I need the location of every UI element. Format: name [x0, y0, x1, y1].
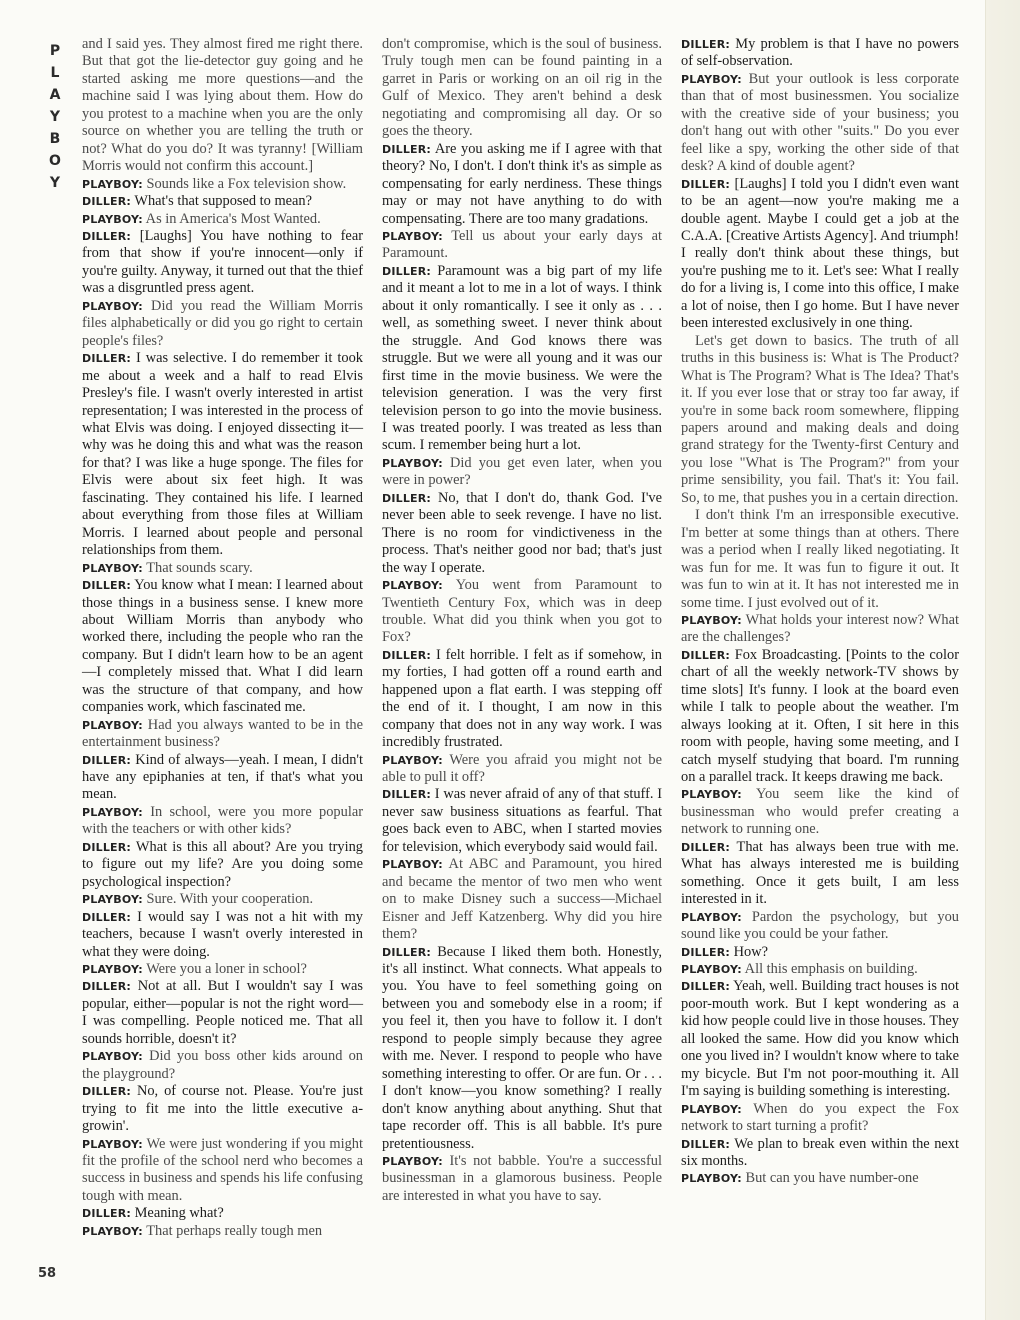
interview-paragraph [681, 1136, 959, 1171]
paragraph-text: Did you boss other kids around on the playground? [82, 1048, 363, 1082]
speaker-label: DILLER: [82, 753, 132, 767]
speaker-label: PLAYBOY: [82, 561, 143, 575]
interview-paragraph [681, 333, 959, 508]
interview-paragraph [82, 804, 363, 839]
speaker-label: DILLER: [82, 579, 132, 593]
interview-paragraph [681, 839, 959, 909]
speaker-label: DILLER: [382, 142, 432, 156]
paragraph-text: In school, were you more popular with the teachers or with other kids? [82, 803, 363, 838]
paragraph-text: Did you get even later, when you were in power? [382, 454, 662, 489]
paragraph-text: I would say I was not a hit with my teachers, because I wasn't overly interested in what they were doing. [82, 908, 363, 960]
interview-paragraph [382, 228, 662, 263]
interview-paragraph [82, 1223, 363, 1240]
running-title-letter: O [49, 153, 61, 169]
paragraph-text: You went from Paramount to Twentieth Century Fox, which was in deep trouble. What did you think when you got to Fox? [382, 577, 662, 646]
interview-paragraph [82, 717, 363, 752]
interview-paragraph [82, 891, 363, 908]
paragraph-text: What is this all about? Are you trying to figure out my life? Are you doing some psychological inspection? [82, 838, 363, 890]
interview-paragraph [382, 141, 662, 228]
text-column-3 [681, 36, 959, 1188]
speaker-label: DILLER: [82, 352, 132, 366]
interview-paragraph [382, 577, 662, 647]
speaker-label: DILLER: [382, 491, 432, 505]
interview-paragraph [382, 455, 662, 490]
paragraph-text: We were just wondering if you might fit the profile of the school nerd who becomes a success in business and spends his life confusing tough with mean. [82, 1135, 363, 1204]
interview-paragraph [382, 36, 662, 141]
paragraph-text: I was never afraid of any of that stuff. I never saw business situations as fearful. That goes back even to ABC, when I started movies for television, which everybody said would fail. [382, 786, 662, 855]
running-title-letter: P [49, 43, 61, 59]
paragraph-text: At ABC and Paramount, you hired and became the mentor of two men who went on to make Disney such a success—Michael Eisner and Jeff Katzenberg. Why did you hire them? [382, 856, 662, 943]
interview-paragraph [82, 1083, 363, 1135]
speaker-label: PLAYBOY: [82, 893, 143, 907]
paragraph-text: Sure. With your cooperation. [146, 891, 314, 908]
speaker-label: PLAYBOY: [681, 963, 742, 977]
interview-paragraph [681, 1101, 959, 1136]
paragraph-text: Because I liked them both. Honestly, it's all instinct. What connects. What appeals to you. You have to feel something going on between you and somebody else in a room; if you feel it, then you have to follow it. I don't respond to people simply because they agree with me. Never. I respond to people who have something interesting to offer. Or are fun. Or . . . I don't know—you know something? I really don't know anything about anything. Shut that tape recorder off. This is all babble. It's pure pretentiousness. [382, 943, 662, 1152]
speaker-label: DILLER: [382, 788, 432, 802]
paragraph-text: Pardon the psychology, but you sound like you could be your father. [681, 908, 959, 943]
speaker-label: PLAYBOY: [681, 1172, 742, 1186]
interview-paragraph [382, 856, 662, 943]
speaker-label: DILLER: [82, 910, 132, 924]
speaker-label: PLAYBOY: [681, 788, 742, 802]
speaker-label: DILLER: [681, 980, 731, 994]
interview-paragraph [382, 1153, 662, 1205]
text-column-2 [382, 36, 662, 1205]
speaker-label: PLAYBOY: [382, 229, 443, 243]
running-title-letter: A [49, 87, 61, 103]
running-title [44, 40, 66, 194]
paragraph-text: [Laughs] You have nothing to fear from that show if you're innocent—only if you're guilty. Anyway, it turned out that the thief was a disgruntled press agent. [82, 227, 363, 297]
paragraph-text: Did you read the William Morris files alphabetically or did you go right to certain people's files? [82, 297, 363, 349]
paragraph-text: That has always been true with me. What has always interested me is building something. Once it gets built, I am less interested in it. [681, 838, 959, 908]
paragraph-text: What's that supposed to mean? [134, 193, 313, 210]
interview-paragraph [82, 1136, 363, 1206]
interview-paragraph [82, 577, 363, 717]
text-column-1 [82, 36, 363, 1240]
speaker-label: DILLER: [681, 840, 731, 854]
paragraph-text: As in America's Most Wanted. [145, 210, 321, 227]
interview-paragraph [82, 978, 363, 1048]
speaker-label: PLAYBOY: [382, 1155, 443, 1168]
interview-paragraph [382, 786, 662, 856]
interview-paragraph [382, 263, 662, 455]
paragraph-text: No, that I don't do, thank God. I've never been able to seek revenge. I have no list. There is no room for vindictiveness in the process. That's neither good nor bad; that's just the way I operate. [382, 489, 662, 576]
speaker-label: DILLER: [681, 177, 731, 191]
interview-paragraph [681, 909, 959, 944]
interview-paragraph [382, 647, 662, 752]
interview-paragraph [82, 298, 363, 350]
page-edge-fold [985, 0, 1020, 1320]
interview-paragraph [681, 786, 959, 838]
speaker-label: DILLER: [382, 648, 432, 662]
paragraph-text: It's not babble. You're a successful businessman in a glamorous business. People are interested in what you have to say. [382, 1153, 662, 1204]
interview-paragraph [82, 909, 363, 961]
interview-paragraph [82, 752, 363, 804]
paragraph-text: Are you asking me if I agree with that theory? No, I don't. I don't think it's as simple as compensating for early nerdiness. These things may or may not have anything to do with compensating. There are too many gradations. [382, 140, 662, 227]
interview-paragraph [82, 211, 363, 228]
interview-paragraph [681, 978, 959, 1100]
interview-paragraph [681, 647, 959, 787]
paragraph-text: No, of course not. Please. You're just trying to fit me into the little executive a-growin'. [82, 1083, 363, 1135]
speaker-label: PLAYBOY: [82, 299, 143, 313]
speaker-label: DILLER: [681, 945, 731, 959]
paragraph-text: Paramount was a big part of my life and it meant a lot to me in a lot of ways. I think about it only romantically. I see it only as . . . well, as something sweet. I never think about the struggle. And God knows there was struggle. But we were all young and it was our first time in the movie business. We were the television generation. I was the very first television person to go into the movie business. I was treated poorly. I was treated as less than scum. I remember being hurt a lot. [382, 262, 662, 454]
speaker-label: PLAYBOY: [681, 72, 742, 86]
speaker-label: PLAYBOY: [82, 212, 143, 226]
speaker-label: DILLER: [82, 1085, 132, 1099]
speaker-label: PLAYBOY: [681, 910, 742, 924]
paragraph-text: Tell us about your early days at Paramount. [382, 227, 662, 262]
paragraph-text: Fox Broadcasting. [Points to the color chart of all the weekly network-TV shows by time slots] It's funny. I look at the board even while I talk to people about the weather. I'm always looking at it. Often, I sit here in this room with people, having some meeting, and I catch myself studying that board. I'm running on a parallel track. It keeps drawing me back. [681, 646, 959, 786]
paragraph-text: When do you expect the Fox network to start turning a profit? [681, 1100, 959, 1135]
speaker-label: PLAYBOY: [681, 1102, 742, 1116]
speaker-label: DILLER: [382, 264, 432, 278]
interview-paragraph [382, 490, 662, 577]
running-title-letter: L [50, 65, 60, 81]
speaker-label: DILLER: [82, 1207, 132, 1221]
speaker-label: PLAYBOY: [82, 177, 143, 191]
running-title-letter: Y [49, 175, 61, 191]
paragraph-text: [Laughs] I told you I didn't even want to be an agent—now you're making me a double agent. Maybe I could get a job at the C.A.A. [Creative Artists Agency]. And triumph! I really don't think about these things, but you're pushing me to it. Let's see: What I really do for a living is, I come into this office, I make a lot of noise, then I go home. But I have never been interested exclusively in one thing. [681, 175, 959, 332]
paragraph-text: Had you always wanted to be in the entertainment business? [82, 716, 363, 751]
paragraph-text: But can you have number-one [745, 1170, 919, 1187]
running-title-letter: Y [49, 109, 61, 125]
interview-paragraph [82, 193, 363, 210]
speaker-label: DILLER: [681, 38, 731, 51]
paragraph-text: don't compromise, which is the soul of business. Truly tough men can be found painting in a garret in Paris or working on an oil rig in the Gulf of Mexico. They aren't behind a desk negotiating and compromising all day. Or so goes the theory. [382, 36, 662, 140]
interview-paragraph [681, 944, 959, 961]
interview-paragraph [82, 228, 363, 298]
interview-paragraph [82, 36, 363, 176]
speaker-label: DILLER: [82, 840, 132, 854]
paragraph-text: All this emphasis on building. [744, 961, 918, 978]
speaker-label: DILLER: [82, 229, 132, 243]
speaker-label: PLAYBOY: [382, 858, 443, 872]
interview-paragraph [681, 1170, 959, 1187]
paragraph-text: Were you a loner in school? [146, 961, 307, 978]
paragraph-text: My problem is that I have no powers of self-observation. [681, 36, 959, 70]
paragraph-text: Yeah, well. Building tract houses is not poor-mouth work. But I kept wondering as a kid how people could live in those houses. They all looked the same. How did you know which one you lived in? I wouldn't know where to take my bicycle. But I'm not poor-mouthing it. All I'm saying is building something is interesting. [681, 978, 959, 1100]
speaker-label: PLAYBOY: [681, 613, 742, 627]
paragraph-text: We plan to break even within the next six months. [681, 1135, 959, 1169]
page-number: 58 [38, 1266, 57, 1281]
paragraph-text: Not at all. But I wouldn't say I was popular, either—popular is not the right word—I was compelling. People noticed me. That all sounds horrible, doesn't it? [82, 978, 363, 1047]
interview-paragraph [82, 560, 363, 577]
speaker-label: PLAYBOY: [382, 753, 443, 767]
speaker-label: DILLER: [681, 648, 731, 662]
interview-paragraph [82, 961, 363, 978]
paragraph-text: I don't think I'm an irresponsible executive. I'm better at some things than at others. There was a period when I really liked negotiating. It was fun for me. It was fun to figure it out. It was fun to win at it. It has not interested me in some time. I just evolved out of it. [681, 507, 959, 611]
paragraph-text: and I said yes. They almost fired me right there. But that got the lie-detector guy going and he started asking me more questions—and the machine said I was lying about them. How do you protest to a machine when you are the only source on whether you are telling the truth or not? What do you do? It was tyranny! [William Morris would not confirm this account.] [82, 36, 363, 175]
interview-paragraph [82, 350, 363, 559]
interview-paragraph [82, 1048, 363, 1083]
interview-paragraph [82, 1205, 363, 1222]
paragraph-text: That sounds scary. [146, 559, 253, 576]
interview-paragraph [82, 176, 363, 193]
interview-paragraph [681, 612, 959, 647]
paragraph-text: Meaning what? [134, 1205, 224, 1222]
paragraph-text: I was selective. I do remember it took me about a week and a half to read Elvis Presley's file. I wasn't overly interested in artist representation; I was interested in the process of what Elvis was doing. I enjoyed dissecting it—why was he doing this and what was the reason for that? I was like a huge sponge. The files for Elvis were about six feet high. It was fascinating. They contained his life. I learned about everything from those files at William Morris. I learned about people and personal relationships from them. [82, 350, 363, 559]
speaker-label: DILLER: [681, 1137, 731, 1151]
speaker-label: DILLER: [82, 195, 132, 209]
speaker-label: PLAYBOY: [82, 718, 143, 732]
speaker-label: DILLER: [382, 945, 432, 959]
interview-paragraph [382, 944, 662, 1153]
paragraph-text: That perhaps really tough men [146, 1222, 323, 1239]
speaker-label: PLAYBOY: [82, 1224, 143, 1238]
running-title-letter: B [49, 131, 61, 147]
paragraph-text: What holds your interest now? What are the challenges? [681, 611, 959, 646]
paragraph-text: But your outlook is less corporate than that of most businessmen. You socialize with the creative side of your business; you don't hang out with other "suits." Do you ever feel like a spy, working the other side of that desk? A kind of double agent? [681, 70, 959, 175]
interview-paragraph [681, 507, 959, 612]
interview-paragraph [681, 71, 959, 176]
speaker-label: PLAYBOY: [382, 456, 443, 470]
interview-paragraph [681, 176, 959, 333]
paragraph-text: I felt horrible. I felt as if somehow, in my forties, I had gotten off a round earth and happened upon a flat earth. I was stepping off the end of it. I thought, I am now in this company that does not in any way work. I was incredibly frustrated. [382, 646, 662, 751]
paragraph-text: How? [733, 943, 769, 960]
paragraph-text: Were you afraid you might not be able to pull it off? [382, 751, 663, 786]
interview-paragraph [82, 839, 363, 891]
paragraph-text: You know what I mean: I learned about those things in a business sense. I knew more about William Morris than anybody who worked there, including the people who ran the company. But I didn't learn how to be an agent—I completely missed that. What I did learn was the structure of that company, and how companies work, which fascinated me. [82, 577, 363, 716]
speaker-label: DILLER: [82, 980, 132, 994]
interview-paragraph [681, 961, 959, 978]
speaker-label: PLAYBOY: [382, 579, 443, 593]
paragraph-text: Sounds like a Fox television show. [146, 175, 347, 192]
paragraph-text: Let's get down to basics. The truth of all truths in this business is: What is The Product? What is The Program? What is The Idea? That's it. If you ever lose that or stray too far away, if you're in some back room somewhere, flipping papers around and making deals and doing grand strategy for the Twenty-first Century and you lose "What is The Program?" from your prime sensibility, you fail. That's it: You fail. So, to me, that pushes you in a certain direction. [681, 332, 959, 506]
speaker-label: PLAYBOY: [82, 1050, 143, 1064]
speaker-label: PLAYBOY: [82, 805, 143, 819]
paragraph-text: You seem like the kind of businessman who would prefer creating a network to running one. [681, 786, 959, 838]
speaker-label: PLAYBOY: [82, 963, 143, 977]
interview-paragraph [681, 36, 959, 71]
speaker-label: PLAYBOY: [82, 1137, 143, 1151]
interview-paragraph [382, 752, 662, 787]
paragraph-text: Kind of always—yeah. I mean, I didn't have any epiphanies at ten, if that's what you mean. [82, 751, 363, 803]
